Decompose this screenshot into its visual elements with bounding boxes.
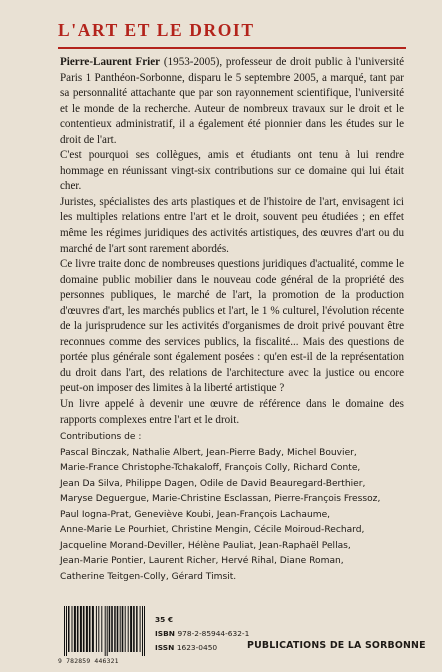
barcode-bar <box>133 606 135 652</box>
barcode-bar <box>111 606 113 652</box>
price-isbn-block <box>155 613 249 655</box>
barcode-bar <box>144 606 145 656</box>
isbn-line <box>155 627 249 641</box>
price: 35 € <box>155 615 174 624</box>
author-bio: (1953-2005), professeur de droit public à l'université Paris 1 Panthéon-Sorbonne, disparu le 5 septembre 2005, a marqué, tant par sa personnalité attachante que par son rayonnement scientifique, l'université et le monde de la recherche. Auteur de nombreux travaux sur le droit et le contentieux administratif, il a également été pionnier dans les études sur le droit de l'art. <box>60 56 404 146</box>
barcode-bar <box>96 606 97 652</box>
back-cover-text <box>60 55 404 428</box>
barcode-bar <box>120 606 121 652</box>
isbn-label: ISBN <box>155 629 175 638</box>
title-underline <box>58 47 406 49</box>
contributors-line: Paul Iogna-Prat, Geneviève Koubi, Jean-François Lachaume, <box>60 509 331 520</box>
barcode-bar <box>89 606 91 652</box>
barcode-bar <box>142 606 143 656</box>
barcode-bar <box>66 606 67 656</box>
barcode-bar <box>80 606 82 652</box>
barcode-bar <box>122 606 124 652</box>
barcode-bar <box>101 606 102 652</box>
barcode-bar <box>83 606 85 652</box>
barcode-bar <box>77 606 79 652</box>
contributors-line: Maryse Deguergue, Marie-Christine Esclassan, Pierre-François Fressoz, <box>60 494 381 505</box>
barcode-bar <box>125 606 126 652</box>
contributors-line: Jean Da Silva, Philippe Dagen, Odile de David Beauregard-Berthier, <box>60 478 366 489</box>
contributors-line: Marie-France Christophe-Tchakaloff, François Colly, Richard Conte, <box>60 463 361 474</box>
isbn-value: 978-2-85944-632-1 <box>177 629 250 638</box>
barcode-bar <box>92 606 94 652</box>
contributors-line: Anne-Marie Le Pourhiet, Christine Mengin, Cécile Moiroud-Rechard, <box>60 525 365 536</box>
contributors-list <box>60 430 410 585</box>
issn-line <box>155 641 249 655</box>
barcode-bar <box>109 606 111 652</box>
barcode <box>58 606 148 664</box>
barcode-bar <box>140 606 141 652</box>
contributors-line: Jacqueline Morand-Deviller, Hélène Pauliat, Jean-Raphaël Pellas, <box>60 540 351 551</box>
barcode-bar <box>74 606 76 652</box>
contributors-line: Catherine Teitgen-Colly, Gérard Timsit. <box>60 571 237 582</box>
book-title: L'ART ET LE DROIT <box>58 20 255 40</box>
contributors-heading: Contributions de : <box>60 432 142 442</box>
publisher-name: PUBLICATIONS DE LA SORBONNE <box>247 640 426 651</box>
barcode-bar <box>86 606 88 652</box>
barcode-bar <box>130 606 132 652</box>
contributors-line: Pascal Binczak, Nathalie Albert, Jean-Pierre Bady, Michel Bouvier, <box>60 447 357 458</box>
paragraph-topics: Ce livre traite donc de nombreuses questions juridiques d'actualité, comme le domaine public mobilier dans le nouveau code général de la propriété des personnes publiques, le marché de l'art, la promotion de la production d'œuvres d'art, les marchés publics et l'art, le 1 % culturel, l'évolution récente de la jurisprudence sur les activités d'organismes de droit privé pouvant être reconnues comme des services publics, la fiscalité... Mais des questions de portée plus générale sont également posées : qu'en est-il de la représentation du droit dans l'art, des relations de l'architecture avec la justice ou encore peut-on imposer des limites à la liberté artistique ? <box>60 258 404 395</box>
barcode-bars <box>58 606 148 656</box>
barcode-bar <box>114 606 116 652</box>
issn-value: 1623-0450 <box>176 643 218 652</box>
barcode-bar <box>72 606 73 652</box>
barcode-bar <box>64 606 65 656</box>
barcode-bar <box>136 606 138 652</box>
barcode-bar <box>68 606 70 652</box>
issn-label: ISSN <box>155 643 175 652</box>
barcode-bar <box>128 606 129 652</box>
paragraph-scope: Juristes, spécialistes des arts plastiques et de l'histoire de l'art, envisagent ici les multiples relations entre l'art et le droit, souvent peu étudiées ; en effet même les régimes juridiques des activités artistiques, des œuvres d'art ou du marché de l'art sont rarement abordés. <box>60 195 404 255</box>
paragraph-tribute: C'est pourquoi ses collègues, amis et étudiants ont tenu à lui rendre hommage en réunissant vingt-six contributions sur ce domaine qui lui était cher. <box>60 149 404 193</box>
contributors-line: Jean-Marie Pontier, Laurent Richer, Hervé Rihal, Diane Roman, <box>60 556 344 567</box>
barcode-bar <box>98 606 99 652</box>
barcode-bar <box>107 606 108 656</box>
paragraph-conclusion: Un livre appelé à devenir une œuvre de référence dans le domaine des rapports complexes entre l'art et le droit. <box>60 398 404 426</box>
author-name: Pierre-Laurent Frier <box>60 56 161 68</box>
barcode-digits: 9 782859 446321 <box>58 657 119 665</box>
paragraph-author <box>60 55 404 148</box>
barcode-bar <box>105 606 106 656</box>
barcode-bar <box>117 606 119 652</box>
